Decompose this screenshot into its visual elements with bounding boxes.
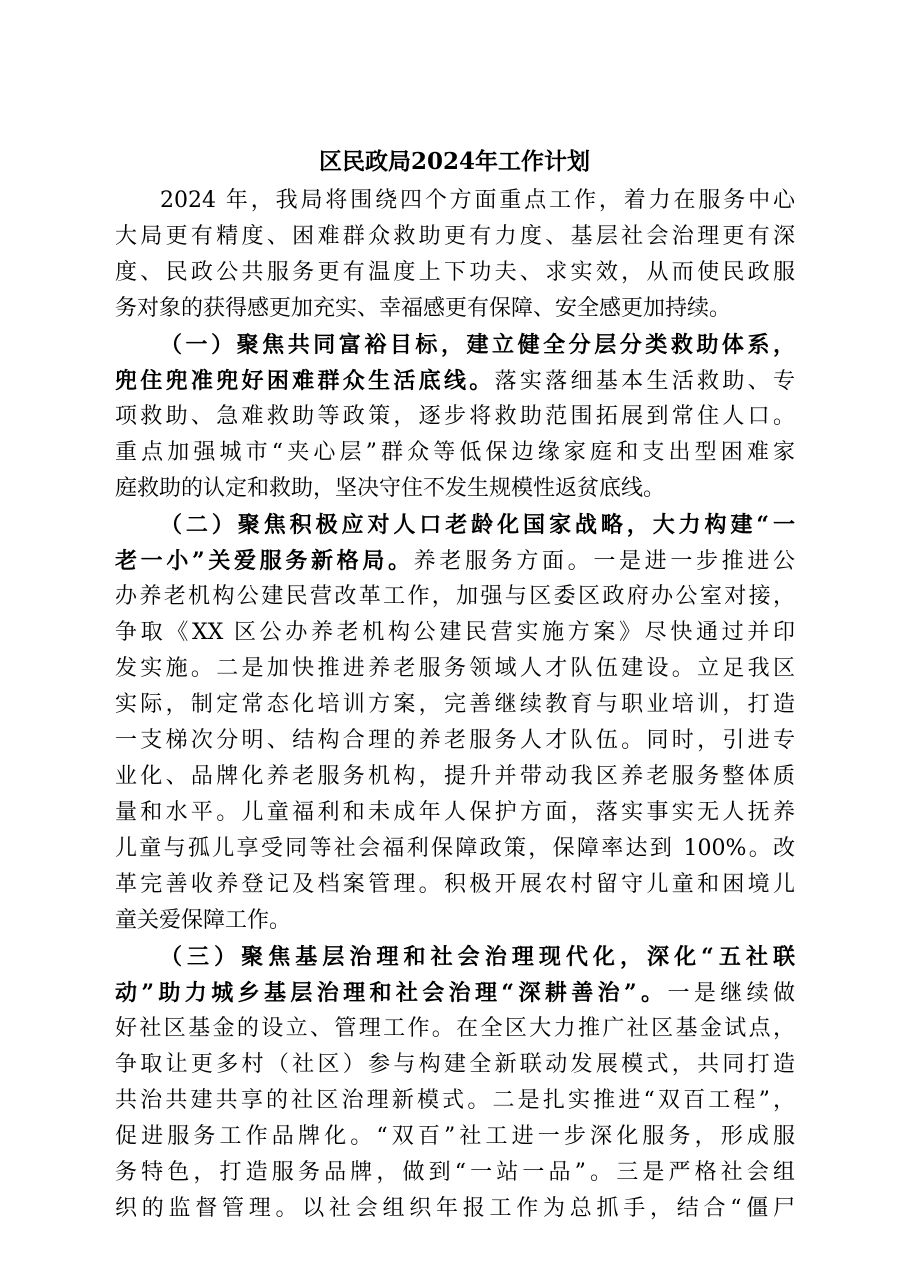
section2-line: 争取《XX 区公办养老机构公建民营实施方案》尽快通过并印 bbox=[115, 620, 795, 645]
intro-line: 务对象的获得感更加充实、幸福感更有保障、安全感更加持续。 bbox=[115, 296, 732, 321]
section3-line: 务特色，打造服务品牌，做到“一站一品”。三是严格社会组 bbox=[115, 1160, 795, 1185]
section1-line: 项救助、急难救助等政策，逐步将救助范围拓展到常住人口。 bbox=[115, 404, 795, 429]
document-title: 区民政局2024年工作计划 bbox=[318, 148, 590, 175]
intro-line: 大局更有精度、困难群众救助更有力度、基层社会治理更有深 bbox=[115, 224, 795, 249]
section1-heading-cont: 兜住兜准兜好困难群众生活底线。 bbox=[115, 368, 495, 394]
section1-heading: （一）聚焦共同富裕目标，建立健全分层分类救助体系， bbox=[160, 332, 795, 358]
section2-line: 儿童与孤儿享受同等社会福利保障政策，保障率达到 100%。改 bbox=[115, 836, 795, 861]
section3-line: 促进服务工作品牌化。“双百”社工进一步深化服务，形成服 bbox=[115, 1124, 795, 1149]
section2-line: 童关爱保障工作。 bbox=[115, 908, 292, 933]
section3-line: 好社区基金的设立、管理工作。在全区大力推广社区基金试点， bbox=[115, 1016, 795, 1041]
section3-line: 争取让更多村（社区）参与构建全新联动发展模式，共同打造 bbox=[115, 1052, 795, 1077]
section3-line: 共治共建共享的社区治理新模式。二是扎实推进“双百工程”， bbox=[115, 1088, 795, 1113]
section3-line: 织的监督管理。以社会组织年报工作为总抓手，结合“僵尸 bbox=[115, 1196, 795, 1221]
section2-line: 办养老机构公建民营改革工作，加强与区委区政府办公室对接， bbox=[115, 584, 795, 609]
section2-line: 实际，制定常态化培训方案，完善继续教育与职业培训，打造 bbox=[115, 692, 795, 717]
section3-text: 一是继续做 bbox=[667, 981, 795, 1006]
intro-line: 2024 年，我局将围绕四个方面重点工作，着力在服务中心 bbox=[160, 188, 795, 213]
section2-line bbox=[115, 543, 795, 579]
section1-line: 重点加强城市“夹心层”群众等低保边缘家庭和支出型困难家 bbox=[115, 440, 795, 465]
section2-text: 养老服务方面。一是进一步推进公 bbox=[413, 549, 795, 574]
section3-heading-cont: 动”助力城乡基层治理和社会治理“深耕善治”。 bbox=[115, 980, 668, 1006]
section2-line: 业化、品牌化养老服务机构，提升并带动我区养老服务整体质 bbox=[115, 764, 795, 789]
section3-line bbox=[115, 975, 795, 1011]
section2-heading-cont: 老一小”关爱服务新格局。 bbox=[115, 548, 414, 574]
section2-line: 发实施。二是加快推进养老服务领域人才队伍建设。立足我区 bbox=[115, 656, 795, 681]
intro-line: 度、民政公共服务更有温度上下功夫、求实效，从而使民政服 bbox=[115, 260, 795, 285]
section2-heading: （二）聚焦积极应对人口老龄化国家战略，大力构建“一 bbox=[160, 512, 795, 538]
section2-line: 一支梯次分明、结构合理的养老服务人才队伍。同时，引进专 bbox=[115, 728, 795, 753]
section3-heading: （三）聚焦基层治理和社会治理现代化，深化“五社联 bbox=[160, 944, 795, 970]
section1-text: 落实落细基本生活救助、专 bbox=[494, 369, 795, 394]
section2-line: 革完善收养登记及档案管理。积极开展农村留守儿童和困境儿 bbox=[115, 872, 795, 897]
section1-line bbox=[115, 363, 795, 399]
section1-line: 庭救助的认定和救助，坚决守住不发生规模性返贫底线。 bbox=[115, 476, 666, 501]
section2-line: 量和水平。儿童福利和未成年人保护方面，落实事实无人抚养 bbox=[115, 800, 795, 825]
